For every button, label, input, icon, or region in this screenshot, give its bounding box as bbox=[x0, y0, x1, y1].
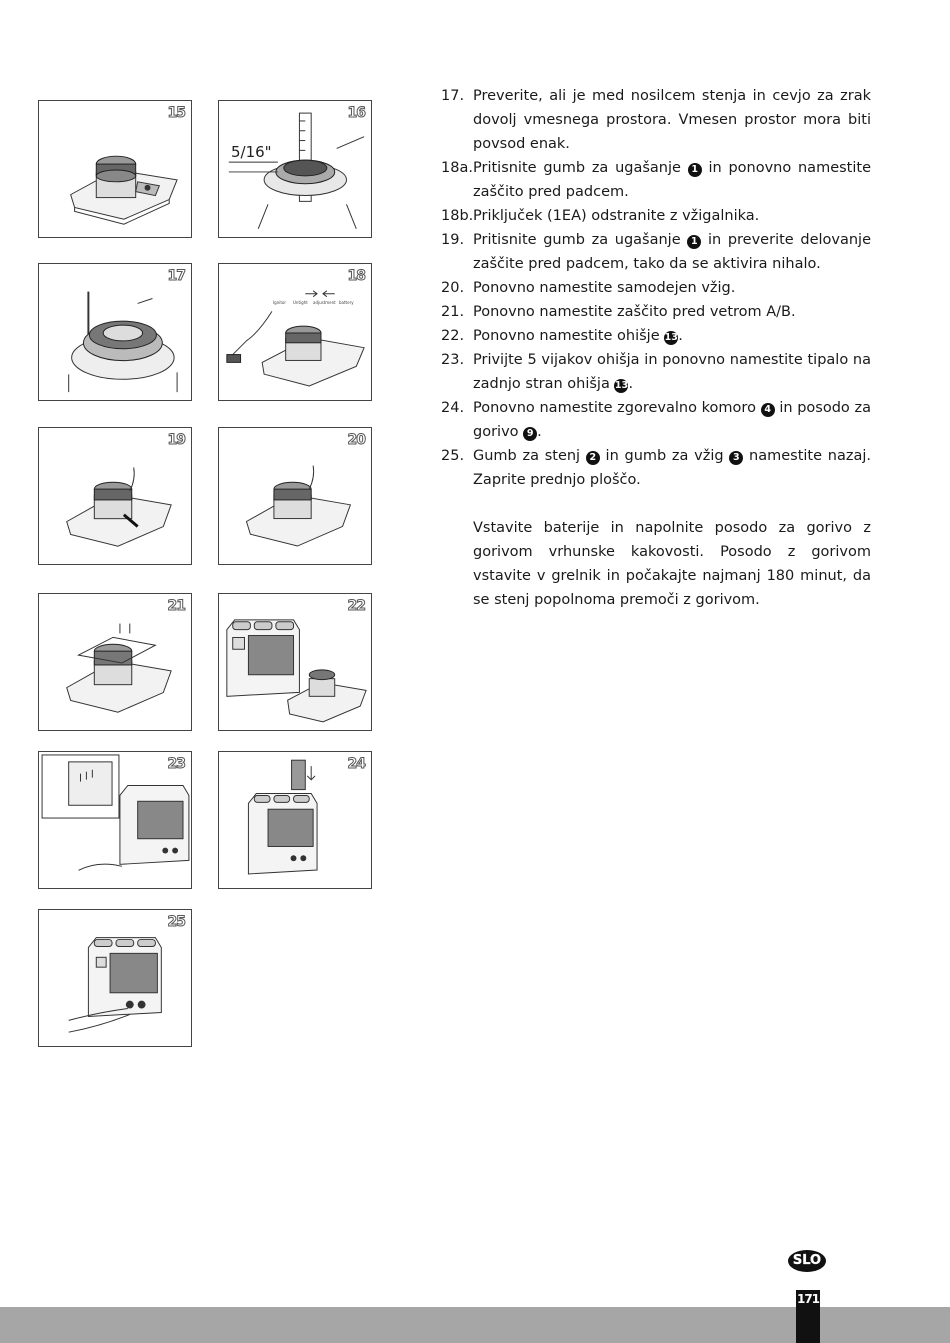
figure-17 bbox=[38, 263, 192, 401]
reference-marker: 13 bbox=[614, 380, 629, 391]
figure-24 bbox=[218, 751, 372, 889]
figure-20 bbox=[218, 427, 372, 565]
figure-number: 18 bbox=[347, 268, 365, 284]
step-22: 22. Ponovno namestite ohišje 13. bbox=[441, 328, 683, 344]
reference-marker: 4 bbox=[761, 403, 775, 417]
reference-marker: 1 bbox=[688, 163, 702, 177]
wind-shield-illustration bbox=[39, 594, 191, 730]
instruction-list bbox=[441, 84, 871, 612]
diagram-label: Untight bbox=[293, 300, 308, 305]
wick-holder-illustration bbox=[39, 264, 191, 400]
diagram-label: adjustment bbox=[313, 300, 336, 305]
step-18b: 18b. Priključek (1EA) odstranite z vžigalnika. bbox=[441, 208, 760, 224]
housing-illustration bbox=[219, 594, 371, 730]
figure-23 bbox=[38, 751, 192, 889]
figure-number: 15 bbox=[167, 105, 185, 121]
figure-number: 20 bbox=[347, 432, 365, 448]
figure-number: 16 bbox=[347, 105, 365, 121]
figure-16 bbox=[218, 100, 372, 238]
figure-number: 19 bbox=[167, 432, 185, 448]
ignitor-removal-illustration bbox=[219, 264, 371, 400]
heater-mechanism-illustration bbox=[39, 101, 191, 237]
figure-number: 17 bbox=[167, 268, 185, 284]
diagram-label: battery bbox=[339, 300, 354, 305]
figure-number: 21 bbox=[167, 598, 185, 614]
figure-19 bbox=[38, 427, 192, 565]
reference-marker: 9 bbox=[523, 427, 537, 441]
figure-number: 22 bbox=[347, 598, 365, 614]
combustion-chamber-illustration bbox=[219, 752, 371, 888]
step-19: 19. Pritisnite gumb za ugašanje 1 in preverite delovanje zaščite pred padcem, tako da se aktivira nihalo. bbox=[441, 232, 871, 272]
figure-18 bbox=[218, 263, 372, 401]
reference-marker: 13 bbox=[664, 332, 678, 343]
figure-number: 25 bbox=[167, 914, 185, 930]
page-tab bbox=[796, 1290, 820, 1343]
page-number: 171 bbox=[796, 1292, 820, 1306]
step-20: 20. Ponovno namestite samodejen vžig. bbox=[441, 280, 736, 296]
housing-screws-illustration bbox=[39, 752, 191, 888]
step-21: 21. Ponovno namestite zaščito pred vetrom A/B. bbox=[441, 304, 796, 320]
language-badge: SLO bbox=[788, 1250, 826, 1272]
step-17: 17. Preverite, ali je med nosilcem stenja in cevjo za zrak dovolj vmesnega prostora. Vmesen prostor mora biti povsod enak. bbox=[441, 88, 871, 152]
measurement-label: 5/16" bbox=[231, 143, 272, 161]
closing-paragraph: Vstavite baterije in napolnite posodo za gorivo z gorivom vrhunske kakovosti. Posodo z gorivom vstavite v grelnik in počakajte najmanj 180 minut, da se stenj popolnoma premoči z gorivom. bbox=[473, 520, 871, 608]
wick-measurement-illustration bbox=[219, 101, 371, 237]
step-24: 24. Ponovno namestite zgorevalno komoro 4 in posodo za gorivo 9 . bbox=[441, 400, 871, 440]
diagram-label: Ignitor bbox=[273, 300, 287, 305]
step-25: 25. Gumb za stenj 2 in gumb za vžig 3 namestite nazaj. Zaprite prednjo ploščo. bbox=[441, 448, 871, 488]
figure-number: 24 bbox=[347, 756, 365, 772]
knobs-illustration bbox=[39, 910, 191, 1046]
shutoff-test-illustration bbox=[39, 428, 191, 564]
figure-number: 23 bbox=[167, 756, 185, 772]
figure-22 bbox=[218, 593, 372, 731]
step-18a: 18a. Pritisnite gumb za ugašanje 1 in ponovno namestite zaščito pred padcem. bbox=[441, 160, 871, 200]
figure-21 bbox=[38, 593, 192, 731]
auto-ignition-illustration bbox=[219, 428, 371, 564]
figure-25 bbox=[38, 909, 192, 1047]
reference-marker: 3 bbox=[729, 451, 743, 465]
step-23: 23. Privijte 5 vijakov ohišja in ponovno namestite tipalo na zadnjo stran ohišja 13. bbox=[441, 352, 871, 392]
reference-marker: 1 bbox=[687, 235, 701, 249]
figure-15 bbox=[38, 100, 192, 238]
reference-marker: 2 bbox=[586, 451, 600, 465]
